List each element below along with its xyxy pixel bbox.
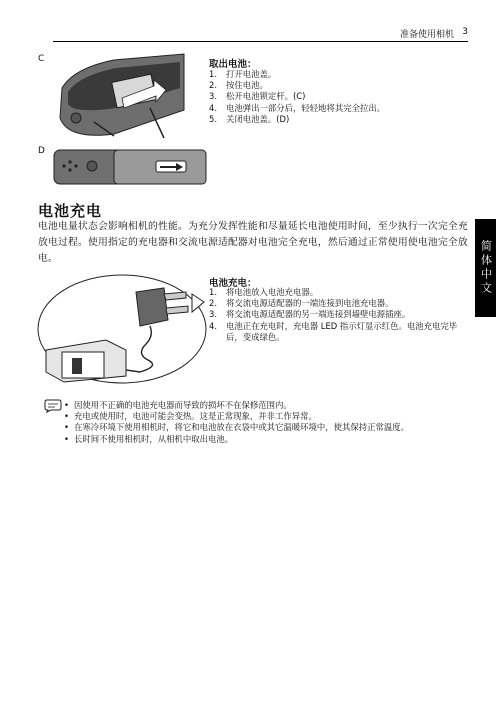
step-text: 将交流电源适配器的另一端连接到墙壁电源插座。 — [226, 309, 411, 320]
step-number: 2. — [209, 80, 217, 91]
figure-d-camera-illustration — [52, 148, 208, 186]
step-text: 关闭电池盖。(D) — [226, 113, 290, 124]
note-text: 在寒冷环境下使用相机时，将它和电池放在衣袋中或其它温暖环境中，使其保持正常温度。 — [74, 422, 409, 433]
list-item — [209, 69, 469, 80]
remove-battery-steps — [209, 69, 469, 125]
list-item — [209, 91, 469, 102]
remove-battery-title: 取出电池： — [209, 59, 257, 70]
step-text: 电池弹出一部分后，轻轻地将其完全拉出。 — [226, 102, 386, 113]
note-text: 充电或使用时，电池可能会变热。这是正常现象，并非工作异常。 — [74, 411, 317, 422]
step-text: 电池正在充电时，充电器 LED 指示灯显示红色。电池充电完毕后，变成绿色。 — [226, 320, 458, 342]
language-tab — [475, 219, 496, 317]
step-number: 4. — [209, 102, 217, 113]
list-item: • 因使用不正确的电池充电器而导致的损坏不在保修范围内。 — [64, 400, 292, 410]
list-item — [209, 80, 469, 91]
step-text: 按住电池。 — [226, 80, 268, 91]
step-number: 3. — [209, 309, 217, 320]
note-text: 长时间不使用相机时，从相机中取出电池。 — [74, 433, 234, 444]
step-number: 1. — [209, 69, 217, 79]
list-item: • 充电或使用时，电池可能会变热。这是正常现象，并非工作异常。 — [64, 411, 317, 422]
charger-illustration — [36, 272, 208, 386]
running-header: 准备使用相机 — [399, 30, 454, 40]
list-item: • 长时间不使用相机时，从相机中取出电池。 — [64, 433, 234, 444]
list-item — [209, 309, 463, 320]
note-icon — [44, 399, 62, 413]
section-paragraph: 电池电量状态会影响相机的性能。为充分发挥性能和尽量延长电池使用时间，至少执行一次完全充放电过程。使用指定的充电器和交流电源适配器对电池完全充电，然后通过正常使用使电池完全放电。 — [38, 221, 468, 265]
list-item — [209, 321, 463, 343]
step-text: 将交流电源适配器的一端连接到电池充电器。 — [226, 298, 394, 309]
figure-d-label: D — [38, 146, 45, 156]
step-number: 5. — [209, 113, 217, 124]
list-item — [209, 298, 463, 309]
charging-steps — [209, 287, 463, 343]
list-item — [209, 114, 469, 125]
step-text: 松开电池锁定杆。(C) — [226, 91, 306, 102]
notes-list — [64, 400, 466, 445]
list-item: • 在寒冷环境下使用相机时，将它和电池放在衣袋中或其它温暖环境中，使其保持正常温度。 — [64, 422, 409, 433]
step-text: 将电池放入电池充电器。 — [226, 287, 319, 297]
step-number: 4. — [209, 320, 217, 331]
step-number: 2. — [209, 298, 217, 309]
step-number: 3. — [209, 91, 217, 102]
charging-steps-title: 电池充电： — [209, 278, 257, 289]
section-heading: 电池充电 — [38, 202, 103, 220]
note-text: 因使用不正确的电池充电器而导致的损坏不在保修范围内。 — [74, 400, 292, 410]
page-number: 3 — [462, 27, 468, 37]
header-rule — [53, 41, 468, 42]
list-item — [209, 103, 469, 114]
step-number: 1. — [209, 287, 217, 297]
figure-c-label: C — [38, 54, 45, 64]
figure-c-camera-illustration — [54, 48, 188, 140]
step-text: 打开电池盖。 — [226, 69, 277, 79]
language-tab-label: 简体中文 — [479, 240, 493, 296]
list-item — [209, 287, 463, 298]
